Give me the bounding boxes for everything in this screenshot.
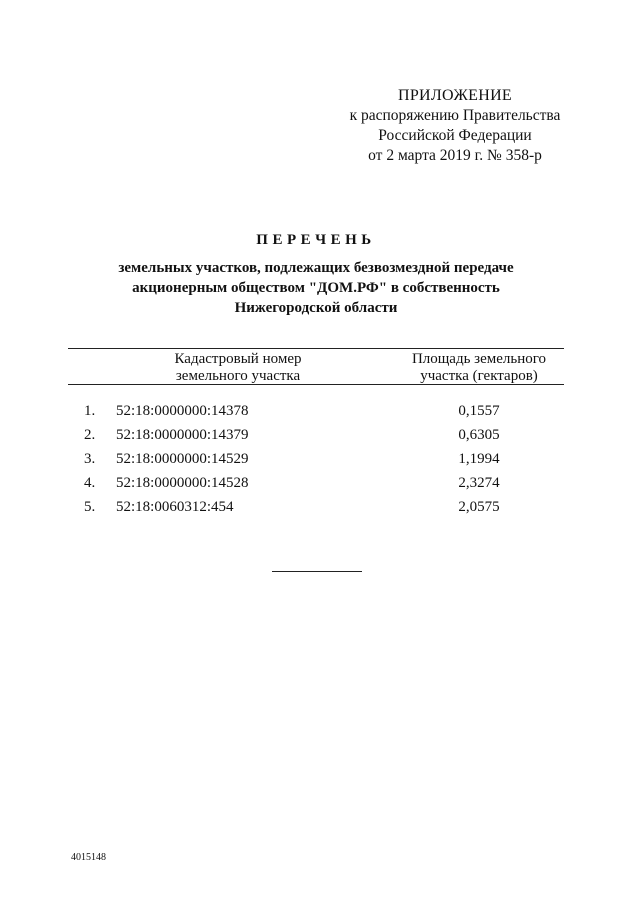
table-row xyxy=(68,474,564,498)
cadastral-number: 52:18:0000000:14528 xyxy=(116,475,249,491)
header-area xyxy=(394,351,564,385)
cadastral-number: 52:18:0000000:14378 xyxy=(116,403,249,419)
area-value: 0,1557 xyxy=(458,403,500,419)
table-row xyxy=(68,426,564,450)
appendix-block xyxy=(300,86,610,166)
table-header-rule xyxy=(68,384,564,385)
cadastral-number: 52:18:0060312:454 xyxy=(116,499,234,515)
row-number: 3. xyxy=(84,451,96,467)
header-cadastral-line-2: земельного участка xyxy=(175,368,301,384)
subtitle-line-2: акционерным обществом "ДОМ.РФ" в собственность xyxy=(132,280,500,296)
header-cadastral-number xyxy=(128,351,348,385)
appendix-title: ПРИЛОЖЕНИЕ xyxy=(397,87,512,104)
cadastral-number: 52:18:0000000:14379 xyxy=(116,427,249,443)
subtitle-line-3: Нижегородской области xyxy=(234,300,398,316)
table-row xyxy=(68,498,564,522)
row-number: 5. xyxy=(84,499,96,515)
row-number: 2. xyxy=(84,427,96,443)
row-number: 1. xyxy=(84,403,96,419)
table-body xyxy=(68,402,564,522)
appendix-line-1: к распоряжению Правительства xyxy=(349,107,561,124)
header-area-line-1: Площадь земельного xyxy=(411,351,547,367)
cadastral-number: 52:18:0000000:14529 xyxy=(116,451,249,467)
table-row xyxy=(68,450,564,474)
header-area-line-2: участка (гектаров) xyxy=(420,368,538,384)
table-top-rule xyxy=(68,348,564,349)
area-value: 0,6305 xyxy=(458,427,500,443)
header-cadastral-line-1: Кадастровый номер xyxy=(174,351,302,367)
document-title: ПЕРЕЧЕНЬ xyxy=(256,232,376,248)
end-of-list-rule xyxy=(272,571,362,572)
document-subtitle xyxy=(0,258,632,318)
document-code: 4015148 xyxy=(71,852,106,863)
subtitle-line-1: земельных участков, подлежащих безвозмездной передаче xyxy=(118,260,514,276)
appendix-line-3: от 2 марта 2019 г. № 358-р xyxy=(368,147,542,164)
table-row xyxy=(68,402,564,426)
area-value: 2,3274 xyxy=(458,475,500,491)
area-value: 2,0575 xyxy=(458,499,500,515)
row-number: 4. xyxy=(84,475,96,491)
area-value: 1,1994 xyxy=(458,451,500,467)
appendix-line-2: Российской Федерации xyxy=(378,127,532,144)
